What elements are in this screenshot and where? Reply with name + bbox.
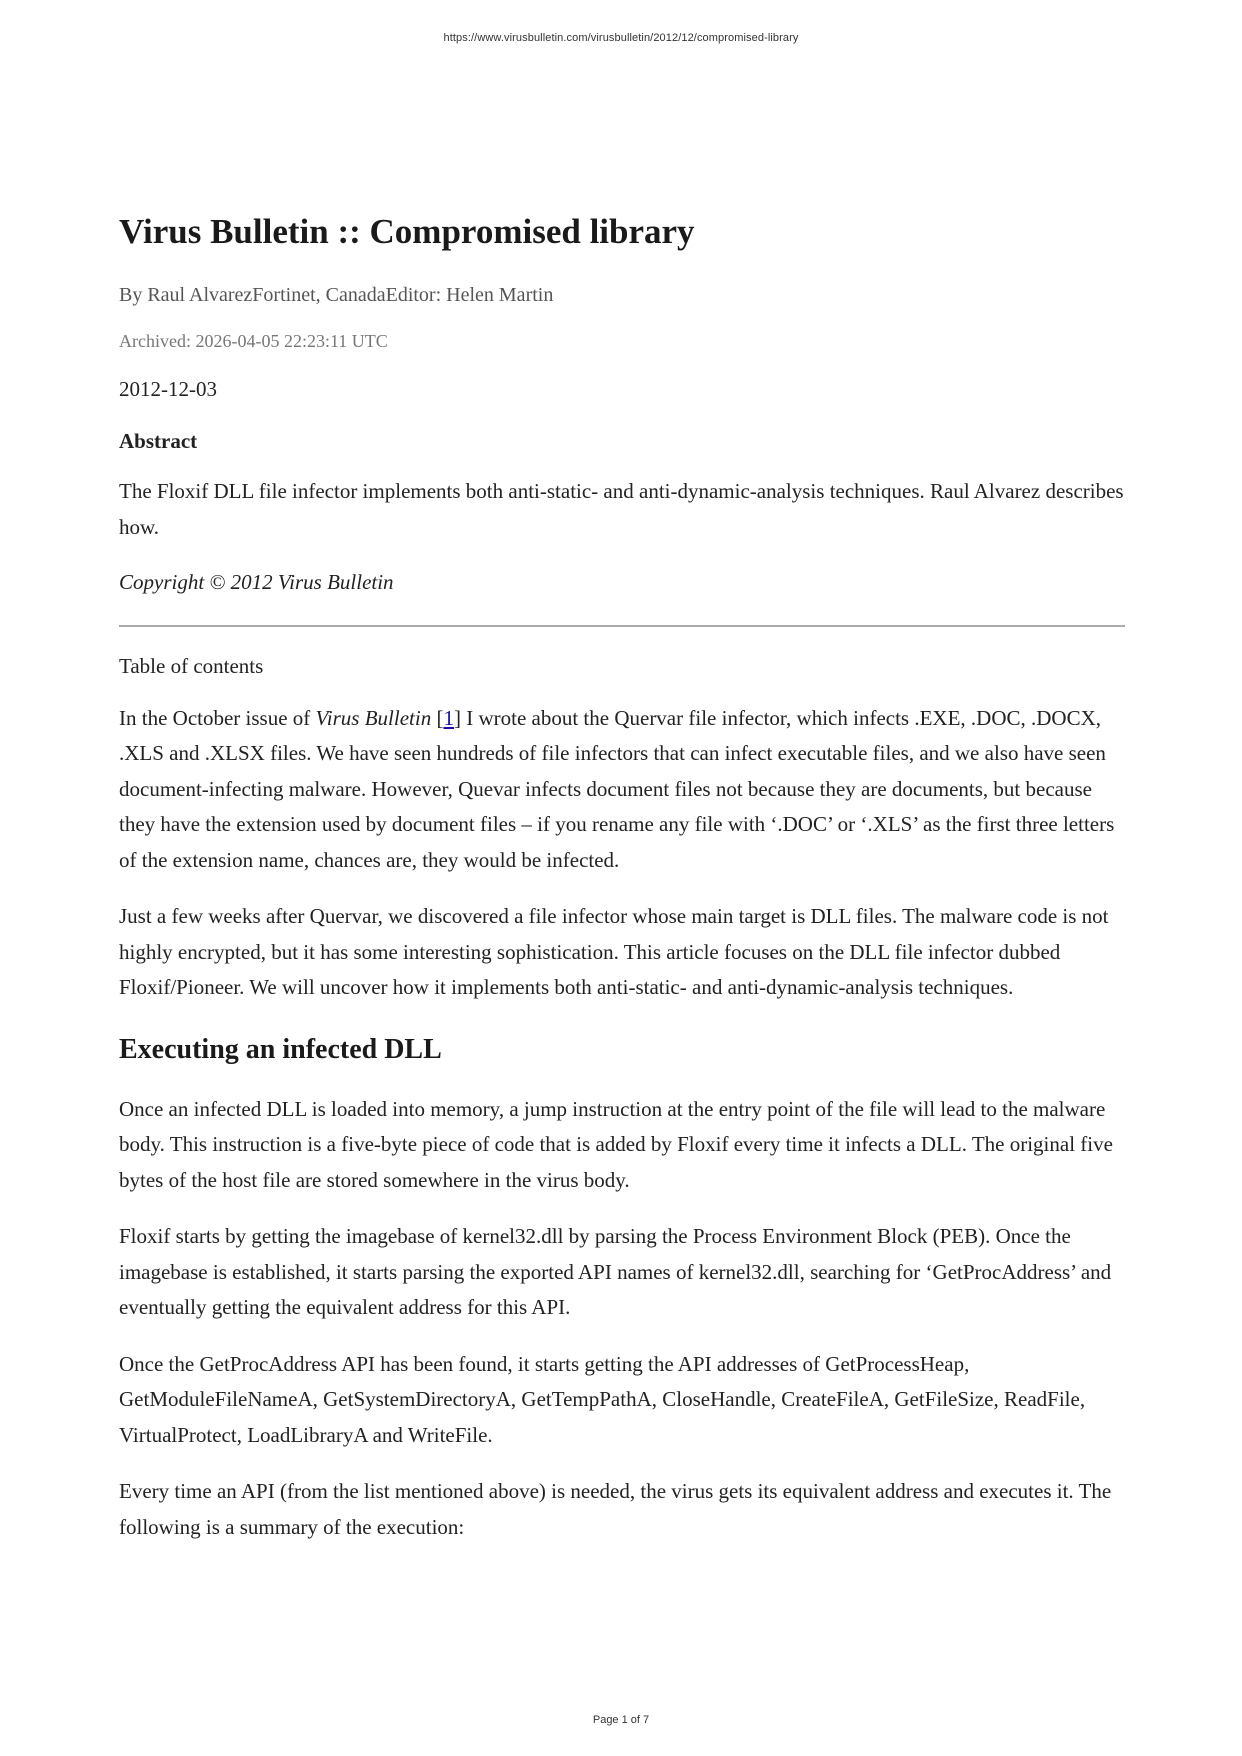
publish-date: 2012-12-03 [119,377,217,401]
archived-timestamp: Archived: 2026-04-05 22:23:11 UTC [119,331,388,351]
intro-paragraph-1 [119,701,1125,879]
source-url: https://www.virusbulletin.com/virusbulletin/2012/12/compromised-library [443,32,799,44]
intro-text-end: ] I wrote about the Quervar file infector, which infects .EXE, .DOC, .DOCX, .XLS and .XLSX files. We have seen hundreds of file infectors that can infect executable files, and we also have seen document-infecting malware. However, Quevar infects document files not because they are documents, but because they have the extension used by document files – if you rename any file with ‘.DOC’ or ‘.XLS’ as the first three letters of the extension name, chances are, they would be infected. [119,705,1115,872]
author-byline: By Raul AlvarezFortinet, CanadaEditor: Helen Martin [119,284,554,306]
reference-link-1[interactable]: 1 [443,705,454,730]
page-title: Virus Bulletin :: Compromised library [119,212,695,251]
abstract-heading: Abstract [119,429,198,453]
page-number: Page 1 of 7 [592,1714,650,1726]
article-body [119,210,1125,1545]
section-paragraph: Floxif starts by getting the imagebase of kernel32.dll by parsing the Process Environment Block (PEB). Once the imagebase is established, it starts parsing the exported API names of kernel32.dll, searching for ‘GetProcAddress’ and eventually getting the equivalent address for this API. [119,1224,1112,1319]
section-heading: Executing an infected DLL [119,1033,442,1065]
section-paragraph: Once an infected DLL is loaded into memory, a jump instruction at the entry point of the file will lead to the malware body. This instruction is a five-byte piece of code that is added by Floxif every time it infects a DLL. The original five bytes of the host file are stored somewhere in the virus body. [119,1096,1113,1192]
table-of-contents-label: Table of contents [119,653,264,678]
section-divider [119,625,1125,627]
intro-paragraph-2: Just a few weeks after Quervar, we discovered a file infector whose main target is DLL files. The malware code is not highly encrypted, but it has some interesting sophistication. This article focuses on the DLL file infector dubbed Floxif/Pioneer. We will uncover how it implements both anti-static- and anti-dynamic-analysis techniques. [119,904,1109,999]
abstract-text: The Floxif DLL file infector implements both anti-static- and anti-dynamic-analysis techniques. Raul Alvarez describes how. [119,479,1124,539]
ref-bracket-open: [ [431,705,444,730]
intro-text-start: In the October issue of [119,705,316,730]
copyright-notice: Copyright © 2012 Virus Bulletin [119,570,394,594]
section-paragraph: Every time an API (from the list mentioned above) is needed, the virus gets its equivalent address and executes it. The following is a summary of the execution: [119,1479,1112,1539]
publication-name: Virus Bulletin [315,705,432,730]
section-paragraph: Once the GetProcAddress API has been found, it starts getting the API addresses of GetProcessHeap, GetModuleFileNameA, GetSystemDirectoryA, GetTempPathA, CloseHandle, CreateFileA, GetFileSize, ReadFile, VirtualProtect, LoadLibraryA and WriteFile. [119,1351,1086,1447]
